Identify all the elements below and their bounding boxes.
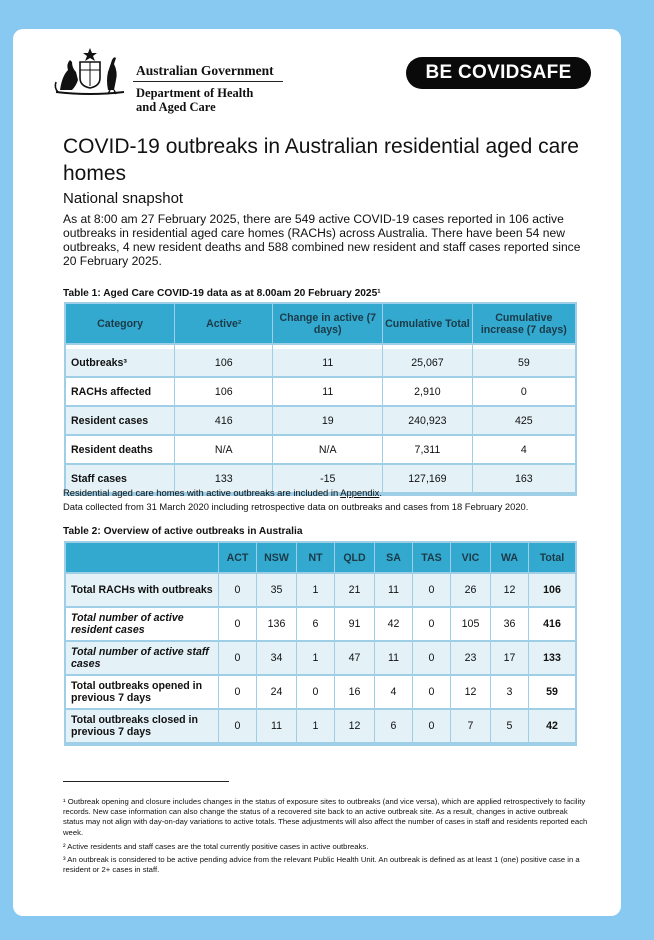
- table-cell: 106: [175, 349, 273, 378]
- column-header: WA: [491, 543, 529, 574]
- department-line1: Department of Health: [136, 86, 254, 100]
- table-cell: 11: [273, 349, 383, 378]
- column-header: SA: [375, 543, 413, 574]
- table-cell: 416: [175, 407, 273, 436]
- table-cell: 0: [413, 608, 451, 642]
- row-label: Total outbreaks opened in previous 7 days: [66, 676, 219, 710]
- table-cell: 133: [175, 465, 273, 494]
- active-outbreaks-table: [64, 541, 577, 746]
- gov-title: Australian Government: [136, 63, 274, 78]
- row-label: Total RACHs with outbreaks: [66, 574, 219, 608]
- column-header: QLD: [335, 543, 375, 574]
- total-cell: 106: [529, 574, 575, 608]
- table-cell: 26: [451, 574, 491, 608]
- table-cell: 7,311: [383, 436, 473, 465]
- table-cell: 0: [219, 574, 257, 608]
- appendix-note: [63, 487, 382, 498]
- total-cell: 416: [529, 608, 575, 642]
- page-title: COVID-19 outbreaks in Australian residential aged care homes: [63, 135, 579, 185]
- table-cell: 0: [413, 710, 451, 744]
- table-cell: 0: [413, 574, 451, 608]
- footnote-2: ² Active residents and staff cases are the total currently positive cases in active outbreaks.: [63, 842, 369, 851]
- table-cell: 105: [451, 608, 491, 642]
- table-cell: 11: [273, 378, 383, 407]
- gov-divider: [133, 81, 283, 82]
- appendix-note-end: .: [379, 487, 382, 498]
- table-cell: 24: [257, 676, 297, 710]
- table-cell: 1: [297, 642, 335, 676]
- table-cell: 0: [219, 608, 257, 642]
- table-row: [66, 436, 575, 465]
- table-cell: 11: [257, 710, 297, 744]
- table-cell: 0: [219, 676, 257, 710]
- footnote-divider: [63, 781, 229, 782]
- table-header-row: [66, 543, 575, 574]
- table-row: [66, 574, 575, 608]
- table-cell: 0: [219, 710, 257, 744]
- footnote-3: ³ An outbreak is considered to be active pending advice from the relevant Public Health Unit. An outbreak is defined as at least 1 (one) positive case in a resident or 2+ cases in staff.: [63, 855, 580, 875]
- table-cell: -15: [273, 465, 383, 494]
- table-cell: 23: [451, 642, 491, 676]
- table-cell: 4: [473, 436, 575, 465]
- table-cell: 35: [257, 574, 297, 608]
- row-label: Total number of active staff cases: [66, 642, 219, 676]
- table1-caption: Table 1: Aged Care COVID-19 data as at 8.00am 20 February 2025¹: [63, 288, 381, 299]
- table-cell: 5: [491, 710, 529, 744]
- column-header: ACT: [219, 543, 257, 574]
- table-cell: 0: [413, 642, 451, 676]
- appendix-note-text: Residential aged care homes with active outbreaks are included in: [63, 487, 341, 498]
- table-cell: 0: [413, 676, 451, 710]
- row-label: Staff cases: [66, 465, 175, 494]
- table-row: [66, 608, 575, 642]
- data-collection-note: Data collected from 31 March 2020 including retrospective data on outbreaks and cases from 18 February 2020.: [63, 501, 529, 512]
- column-header: NT: [297, 543, 335, 574]
- table-cell: 106: [175, 378, 273, 407]
- appendix-link[interactable]: Appendix: [340, 487, 380, 498]
- column-header: Cumulative Total: [383, 304, 473, 345]
- table-cell: 11: [375, 642, 413, 676]
- table-cell: N/A: [175, 436, 273, 465]
- table-cell: 6: [297, 608, 335, 642]
- table-row: [66, 349, 575, 378]
- column-header: [66, 543, 219, 574]
- table-cell: 163: [473, 465, 575, 494]
- column-header: Change in active (7 days): [273, 304, 383, 345]
- table-row: [66, 676, 575, 710]
- table-cell: 34: [257, 642, 297, 676]
- table-row: [66, 407, 575, 436]
- table-row: [66, 642, 575, 676]
- be-covidsafe-badge: BE COVIDSAFE: [406, 57, 591, 89]
- intro-paragraph: As at 8:00 am 27 February 2025, there are 549 active COVID-19 cases reported in 106 active outbreaks in residential aged care homes (RACHs) across Australia. There have been 54 new outbreaks, 4 new resident deaths and 588 combined new resident and staff cases reported since 20 February 2025.: [63, 212, 581, 268]
- table-cell: 1: [297, 574, 335, 608]
- table-cell: 25,067: [383, 349, 473, 378]
- column-header: NSW: [257, 543, 297, 574]
- column-header: Total: [529, 543, 575, 574]
- table-cell: 2,910: [383, 378, 473, 407]
- column-header: Active²: [175, 304, 273, 345]
- table-cell: 11: [375, 574, 413, 608]
- aged-care-data-table: [64, 302, 577, 496]
- table-cell: 425: [473, 407, 575, 436]
- table2-caption: Table 2: Overview of active outbreaks in Australia: [63, 526, 303, 537]
- row-label: Total outbreaks closed in previous 7 days: [66, 710, 219, 744]
- table-cell: 19: [273, 407, 383, 436]
- table-cell: 3: [491, 676, 529, 710]
- total-cell: 59: [529, 676, 575, 710]
- table-cell: 91: [335, 608, 375, 642]
- table-cell: 7: [451, 710, 491, 744]
- table-cell: 21: [335, 574, 375, 608]
- table-cell: 42: [375, 608, 413, 642]
- column-header: VIC: [451, 543, 491, 574]
- table-cell: N/A: [273, 436, 383, 465]
- table-cell: 12: [451, 676, 491, 710]
- footnote-1: ¹ Outbreak opening and closure includes changes in the status of exposure sites to outbreaks (and vice versa), which are applied retrospectively to facility records. New case information can also change the status of a recovered site back to an active outbreak site. As a result, changes in active outbreak status may not align with day-on-day variations to active totals. These adjustments will also affect the number of cases in staff and residents reported each week.: [63, 797, 588, 837]
- table-header-row: [66, 304, 575, 345]
- column-header: Category: [66, 304, 175, 345]
- row-label: RACHs affected: [66, 378, 175, 407]
- table-cell: 6: [375, 710, 413, 744]
- column-header: TAS: [413, 543, 451, 574]
- table-cell: 4: [375, 676, 413, 710]
- table-cell: 0: [219, 642, 257, 676]
- table-cell: 0: [297, 676, 335, 710]
- table-cell: 0: [473, 378, 575, 407]
- document-page: [13, 29, 621, 916]
- total-cell: 133: [529, 642, 575, 676]
- page-subtitle: National snapshot: [63, 190, 184, 207]
- table-cell: 47: [335, 642, 375, 676]
- table-cell: 136: [257, 608, 297, 642]
- department-line2: and Aged Care: [136, 100, 216, 114]
- table-cell: 12: [491, 574, 529, 608]
- row-label: Outbreaks³: [66, 349, 175, 378]
- row-label: Total number of active resident cases: [66, 608, 219, 642]
- table-cell: 12: [335, 710, 375, 744]
- table-cell: 17: [491, 642, 529, 676]
- table-cell: 127,169: [383, 465, 473, 494]
- table-cell: 240,923: [383, 407, 473, 436]
- total-cell: 42: [529, 710, 575, 744]
- table-cell: 16: [335, 676, 375, 710]
- table-cell: 1: [297, 710, 335, 744]
- coat-of-arms-logo: [50, 46, 130, 96]
- table-row: [66, 710, 575, 744]
- table-cell: 59: [473, 349, 575, 378]
- table-cell: 36: [491, 608, 529, 642]
- column-header: Cumulative increase (7 days): [473, 304, 575, 345]
- row-label: Resident deaths: [66, 436, 175, 465]
- table-row: [66, 378, 575, 407]
- row-label: Resident cases: [66, 407, 175, 436]
